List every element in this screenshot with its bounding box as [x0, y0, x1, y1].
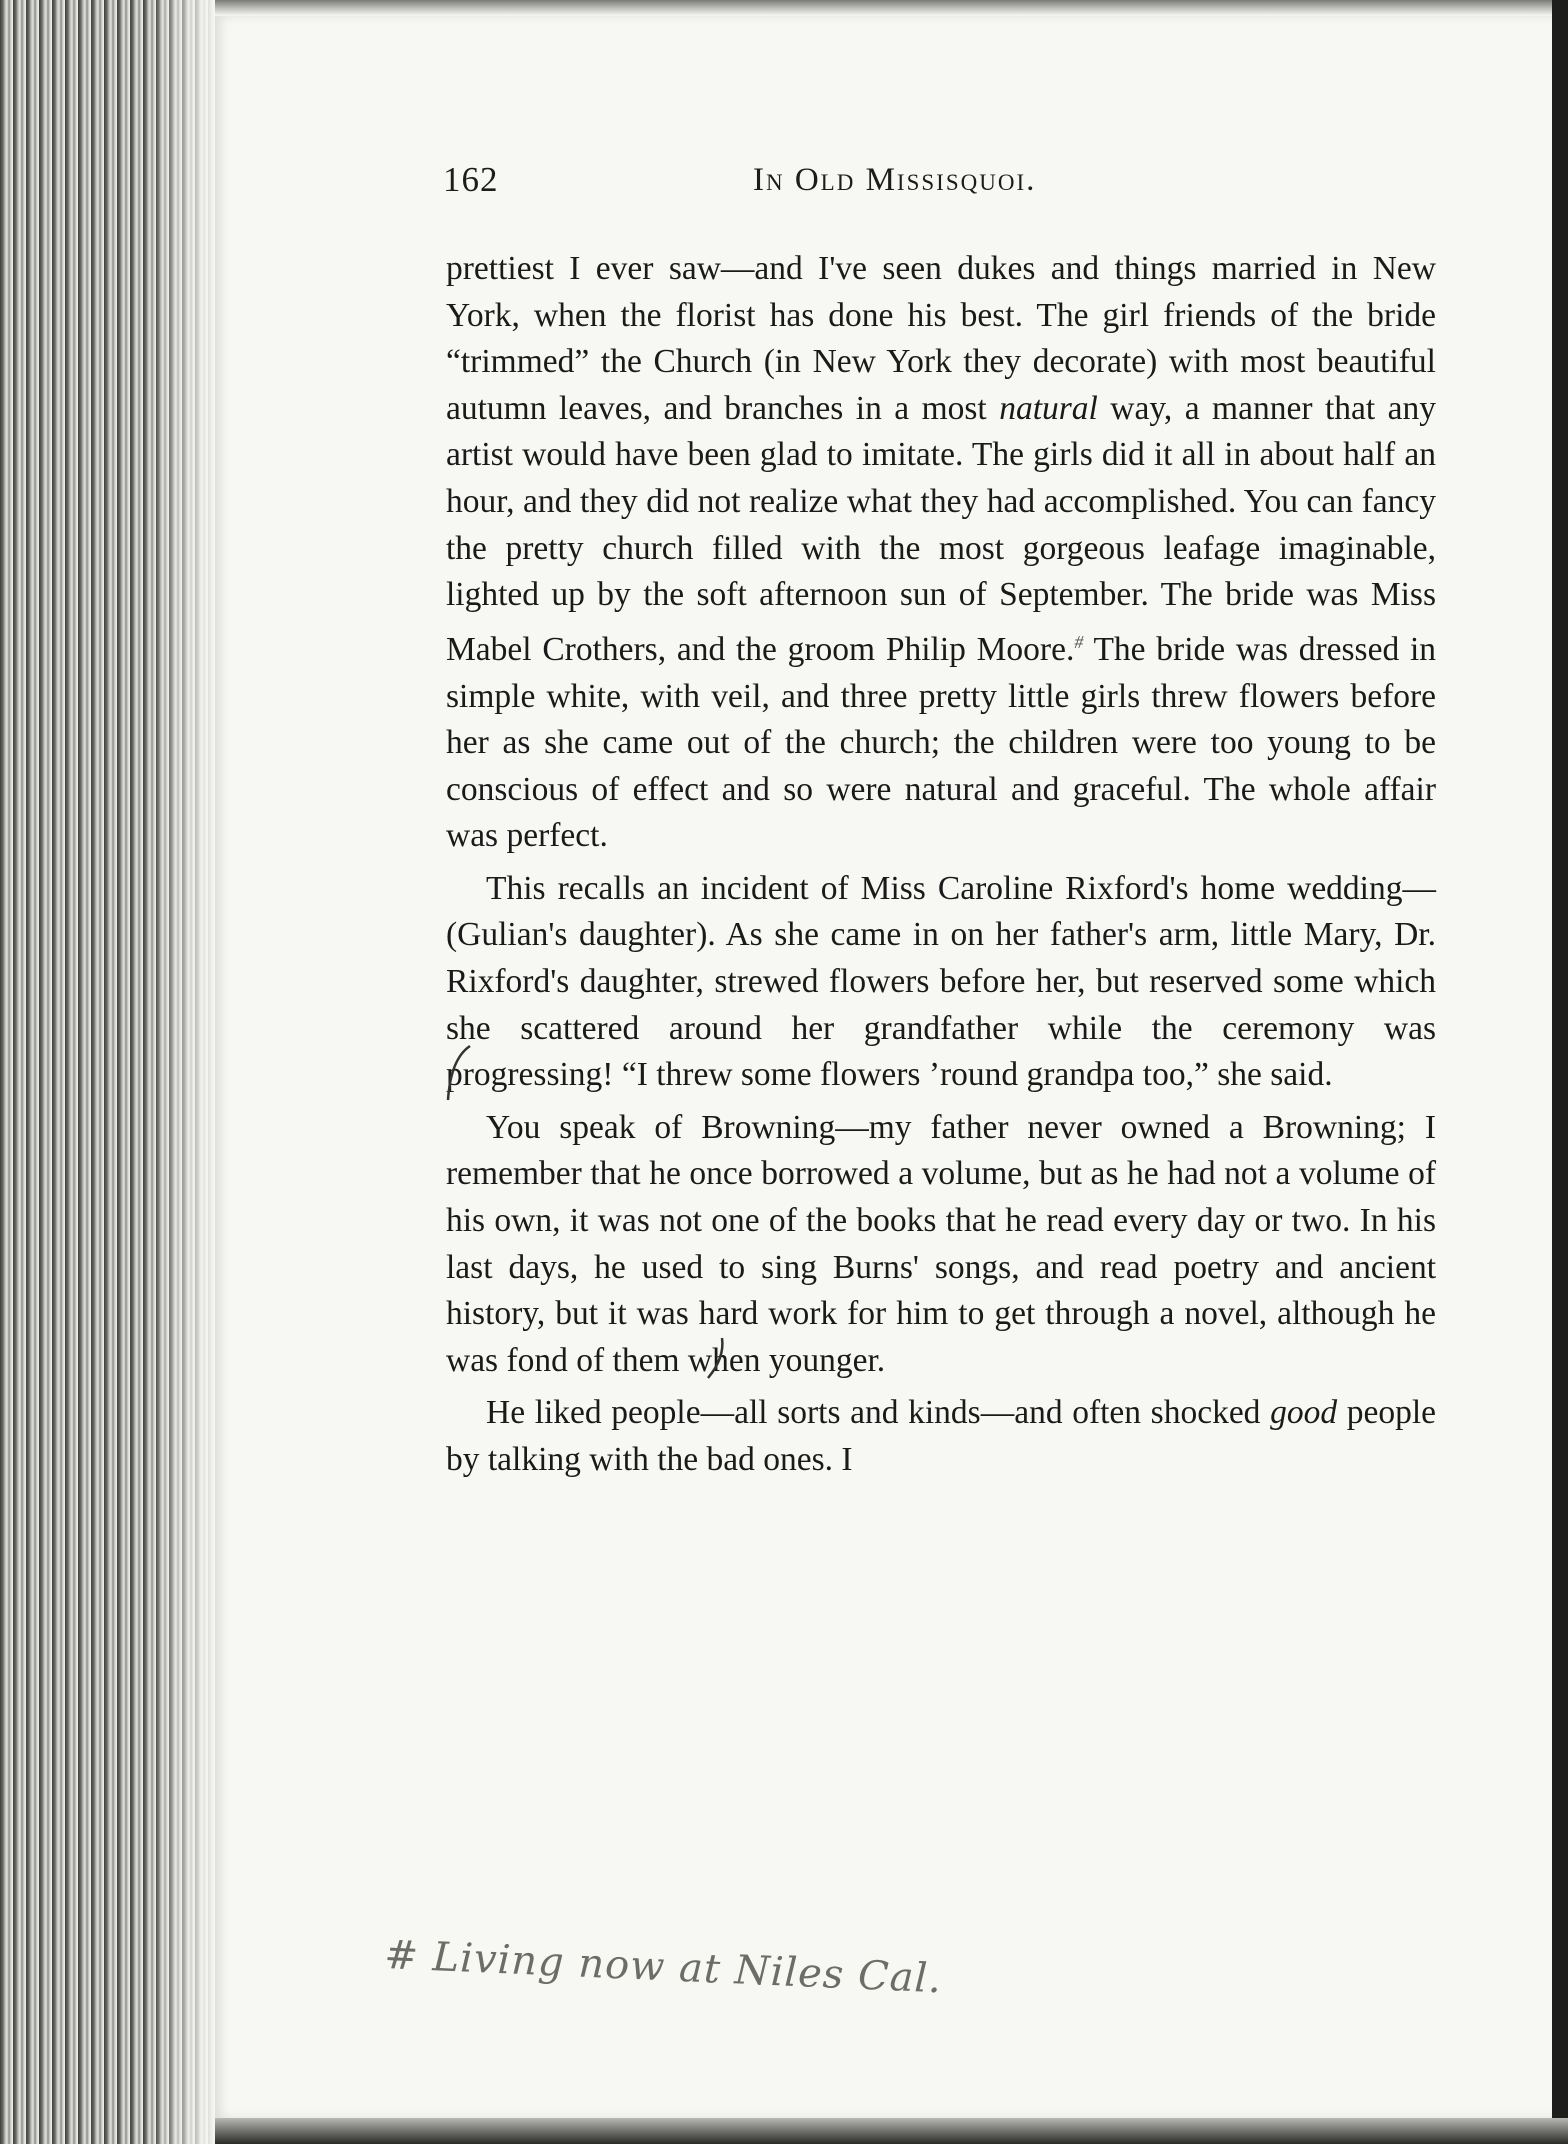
- text-run: The bride was dressed in simple white, with veil, and three pretty little girls threw flowers before her as she came out of the church; the children were too young to be conscious of effect and so were natural and graceful. The whole affair was perfect.: [446, 630, 1437, 855]
- scan-border-right: [1552, 0, 1568, 2144]
- text-run-italic: good: [1270, 1394, 1338, 1432]
- page-number: 162: [443, 160, 499, 199]
- text-run: This recalls an incident of Miss Caroline Rixford's home wedding—(Gulian's daughter). As she came in on her father's arm, little Mary, Dr. Rixford's daughter, strewed flowers before her, but reserved some which she scattered around her grandfather while the ceremony was progressing! “I threw some flowers ’round grandpa too,” she said.: [446, 869, 1436, 1094]
- pencil-bracket-open: [440, 1040, 480, 1120]
- body-text: [446, 246, 1436, 1484]
- footnote-mark: #: [1074, 631, 1084, 652]
- paragraph-1: [446, 246, 1436, 860]
- paragraph-3: [446, 1105, 1436, 1385]
- running-head: [443, 160, 1443, 210]
- paragraph-2: [446, 866, 1436, 1099]
- running-title: In Old Missisquoi.: [753, 162, 1037, 198]
- scan-border-bottom: [215, 2118, 1568, 2144]
- text-run: people by talking with the bad ones. I: [446, 1394, 1437, 1478]
- text-run-italic: natural: [999, 389, 1098, 427]
- page-top-edge: [215, 0, 1568, 16]
- paragraph-4: [446, 1390, 1436, 1483]
- text-run: He liked people—all sorts and kinds—and often shocked: [486, 1394, 1271, 1432]
- text-run: way, a manner that any artist would have been glad to imitate. The girls did it all in about half an hour, and they did not realize what they had accomplished. You can fancy the pretty church filled with the most gorgeous leafage imaginable, lighted up by the soft afternoon sun of September. The bride was Miss Mabel Crothers, and the groom Philip Moore.: [446, 389, 1437, 668]
- text-run: prettiest I ever saw—and I've seen dukes and things married in New York, when the florist has done his best. The girl friends of the bride “trimmed” the Church (in New York they decorate) with most beautiful autumn leaves, and branches in a most: [446, 250, 1436, 427]
- pencil-bracket-close: [700, 1330, 740, 1390]
- handwritten-footnote: # Living now at Niles Cal.: [383, 1932, 943, 2003]
- text-run: You speak of Browning—my father never owned a Browning; I remember that he once borrowed a volume, but as he had not a volume of his own, it was not one of the books that he read every day or two. In his last days, he used to sing Burns' songs, and read poetry and ancient history, but it was hard work for him to get through a novel, although he was fond of them when younger.: [446, 1108, 1436, 1379]
